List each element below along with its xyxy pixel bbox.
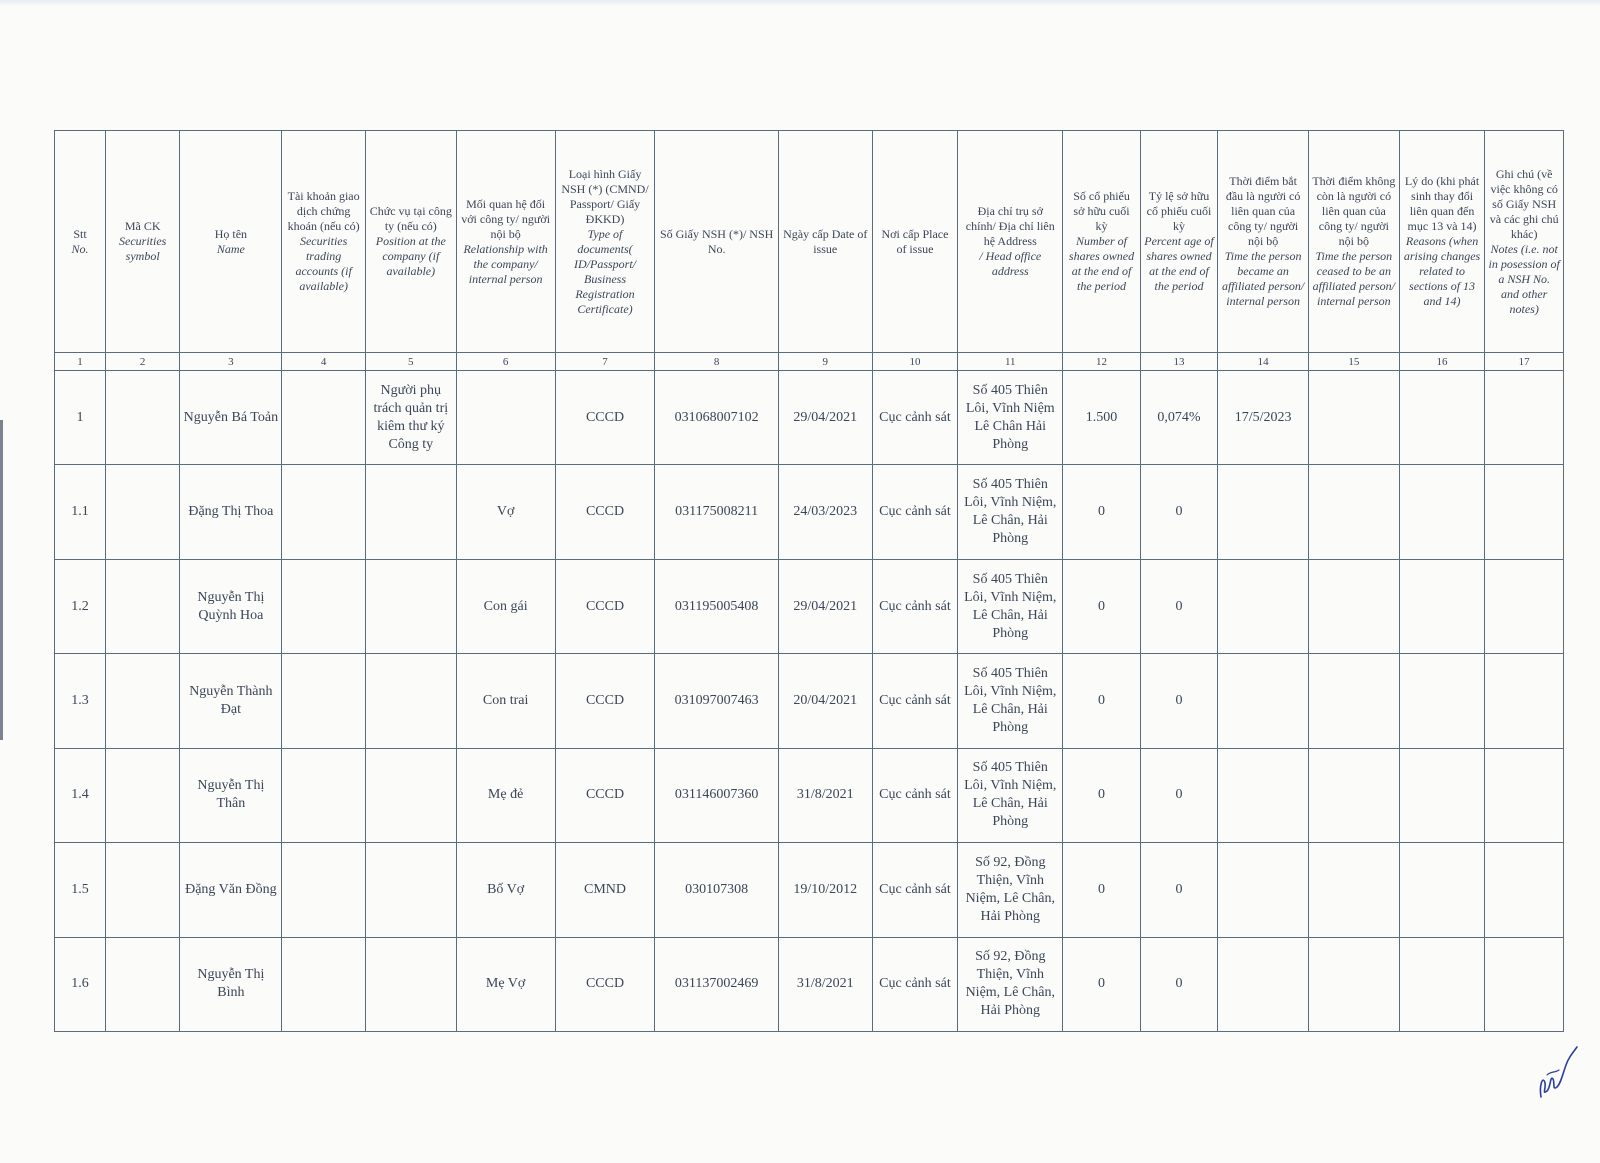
cell-doc-type: CCCD	[555, 371, 655, 465]
column-header-en: Name	[216, 241, 245, 256]
cell-account	[282, 654, 366, 748]
column-header-vi: Mối quan hệ đối với công ty/ người nội bộ	[461, 196, 551, 241]
cell-reason	[1399, 371, 1485, 465]
cell-doc-type: CCCD	[555, 748, 655, 842]
cell-name: Đặng Văn Đồng	[180, 843, 282, 937]
column-header-en: Position at the company (if available)	[375, 234, 446, 278]
column-header-en: Securities symbol	[119, 234, 167, 263]
column-number: 16	[1399, 353, 1485, 371]
cell-address: Số 405 Thiên Lôi, Vĩnh Niệm Lê Chân Hải Phòng	[958, 371, 1063, 465]
cell-end-time	[1308, 559, 1399, 653]
cell-account	[282, 748, 366, 842]
column-header-1	[55, 131, 106, 353]
cell-symbol	[105, 937, 179, 1031]
column-header-en: Time the person ceased to be an affiliated person/ internal person	[1312, 249, 1396, 308]
cell-notes	[1485, 371, 1564, 465]
cell-doc-no: 031146007360	[655, 748, 778, 842]
cell-doc-no: 031097007463	[655, 654, 778, 748]
cell-shares: 0	[1063, 465, 1140, 559]
scan-edge-top	[0, 0, 1600, 6]
cell-percent: 0	[1140, 465, 1217, 559]
cell-notes	[1485, 654, 1564, 748]
column-header-vi: Tỷ lệ sở hữu cổ phiếu cuối kỳ	[1146, 189, 1212, 233]
cell-shares: 0	[1063, 748, 1140, 842]
column-header-vi: Thời điểm không còn là người có liên quan của công ty/ người nội bộ	[1312, 174, 1396, 248]
cell-symbol	[105, 465, 179, 559]
cell-percent: 0	[1140, 654, 1217, 748]
column-header-vi: Thời điểm bắt đầu là người có liên quan của công ty/ người nội bộ	[1225, 174, 1301, 248]
cell-issue-place: Cục cảnh sát	[872, 371, 958, 465]
cell-stt: 1.3	[55, 654, 106, 748]
cell-issue-date: 19/10/2012	[778, 843, 872, 937]
cell-start-time	[1218, 465, 1309, 559]
column-header-14	[1218, 131, 1309, 353]
column-number: 10	[872, 353, 958, 371]
cell-issue-date: 31/8/2021	[778, 937, 872, 1031]
cell-reason	[1399, 937, 1485, 1031]
table-row	[55, 843, 1564, 937]
cell-symbol	[105, 843, 179, 937]
column-header-en: Relationship with the company/ internal person	[463, 241, 548, 286]
table-row	[55, 559, 1564, 653]
cell-doc-no: 031175008211	[655, 465, 778, 559]
cell-position	[365, 654, 456, 748]
column-header-vi: Họ tên	[214, 226, 248, 241]
column-header-vi: Địa chỉ trụ sở chính/ Địa chỉ liên hệ Address	[965, 204, 1055, 248]
column-header-en: Percent age of shares owned at the end of the period	[1144, 234, 1214, 293]
cell-stt: 1.6	[55, 937, 106, 1031]
cell-issue-place: Cục cảnh sát	[872, 559, 958, 653]
column-header-2	[105, 131, 179, 353]
column-header-13	[1140, 131, 1217, 353]
cell-stt: 1.2	[55, 559, 106, 653]
cell-notes	[1485, 465, 1564, 559]
cell-position	[365, 937, 456, 1031]
column-header-4	[282, 131, 366, 353]
cell-stt: 1.4	[55, 748, 106, 842]
cell-start-time	[1218, 559, 1309, 653]
cell-stt: 1	[55, 371, 106, 465]
column-number: 15	[1308, 353, 1399, 371]
table-body	[55, 371, 1564, 1032]
cell-position	[365, 465, 456, 559]
column-header-en: Time the person became an affiliated person/ internal person	[1221, 249, 1305, 308]
column-number: 1	[55, 353, 106, 371]
cell-shares: 0	[1063, 937, 1140, 1031]
column-number: 2	[105, 353, 179, 371]
cell-address: Số 405 Thiên Lôi, Vĩnh Niệm, Lê Chân, Hải Phòng	[958, 559, 1063, 653]
cell-doc-no: 031137002469	[655, 937, 778, 1031]
table-row	[55, 748, 1564, 842]
table-row	[55, 465, 1564, 559]
column-header-5	[365, 131, 456, 353]
cell-position	[365, 843, 456, 937]
column-number: 14	[1218, 353, 1309, 371]
column-header-8	[655, 131, 778, 353]
column-header-vi: Loại hình Giấy NSH (*) (CMND/ Passport/ Giấy ĐKKD)	[561, 166, 649, 226]
cell-reason	[1399, 559, 1485, 653]
cell-issue-place: Cục cảnh sát	[872, 937, 958, 1031]
cell-start-time	[1218, 843, 1309, 937]
column-header-17	[1485, 131, 1564, 353]
column-header-en: Notes (i.e. not in posession of a NSH No. and other notes)	[1488, 241, 1560, 316]
column-number: 17	[1485, 353, 1564, 371]
cell-end-time	[1308, 654, 1399, 748]
cell-notes	[1485, 748, 1564, 842]
cell-percent: 0	[1140, 748, 1217, 842]
column-header-7	[555, 131, 655, 353]
column-header-vi: Số Giấy NSH (*)/ NSH No.	[659, 226, 774, 256]
cell-address: Số 405 Thiên Lôi, Vĩnh Niệm, Lê Chân, Hải Phòng	[958, 465, 1063, 559]
column-number: 6	[456, 353, 555, 371]
cell-issue-date: 29/04/2021	[778, 559, 872, 653]
cell-name: Nguyễn Bá Toản	[180, 371, 282, 465]
table-row	[55, 937, 1564, 1031]
column-number: 7	[555, 353, 655, 371]
related-persons-table	[54, 130, 1564, 1032]
column-header-en: / Head office address	[979, 249, 1042, 278]
cell-doc-type: CMND	[555, 843, 655, 937]
column-header-vi: Ngày cấp Date of issue	[783, 226, 868, 256]
cell-name: Đặng Thị Thoa	[180, 465, 282, 559]
column-header-vi: Mã CK	[124, 219, 161, 233]
column-number: 13	[1140, 353, 1217, 371]
column-header-12	[1063, 131, 1140, 353]
cell-issue-date: 24/03/2023	[778, 465, 872, 559]
scan-edge-left	[0, 420, 3, 740]
column-header-11	[958, 131, 1063, 353]
cell-reason	[1399, 654, 1485, 748]
column-number: 3	[180, 353, 282, 371]
column-header-15	[1308, 131, 1399, 353]
cell-shares: 0	[1063, 654, 1140, 748]
cell-address: Số 405 Thiên Lôi, Vĩnh Niệm, Lê Chân, Hải Phòng	[958, 748, 1063, 842]
cell-name: Nguyễn Thị Thân	[180, 748, 282, 842]
cell-issue-place: Cục cảnh sát	[872, 654, 958, 748]
column-number: 12	[1063, 353, 1140, 371]
cell-notes	[1485, 843, 1564, 937]
cell-relation	[456, 371, 555, 465]
cell-percent: 0,074%	[1140, 371, 1217, 465]
cell-reason	[1399, 843, 1485, 937]
cell-account	[282, 559, 366, 653]
cell-doc-no: 031195005408	[655, 559, 778, 653]
column-header-en: No.	[71, 241, 89, 256]
cell-position: Người phụ trách quản trị kiêm thư ký Công ty	[365, 371, 456, 465]
column-number: 9	[778, 353, 872, 371]
cell-reason	[1399, 465, 1485, 559]
cell-name: Nguyễn Thành Đạt	[180, 654, 282, 748]
cell-symbol	[105, 748, 179, 842]
cell-position	[365, 748, 456, 842]
cell-symbol	[105, 654, 179, 748]
cell-shares: 0	[1063, 843, 1140, 937]
cell-reason	[1399, 748, 1485, 842]
column-header-en: Number of shares owned at the end of the period	[1068, 234, 1135, 293]
column-header-en: Securities trading accounts (if available)	[295, 234, 352, 293]
cell-start-time	[1218, 748, 1309, 842]
column-header-10	[872, 131, 958, 353]
column-header-vi: Chức vụ tại công ty (nếu có)	[369, 204, 452, 233]
cell-start-time	[1218, 937, 1309, 1031]
cell-percent: 0	[1140, 559, 1217, 653]
column-header-vi: Ghi chú (về việc không có số Giấy NSH và các ghi chú khác)	[1489, 166, 1559, 241]
column-header-vi: Tài khoản giao dịch chứng khoán (nếu có)	[287, 189, 360, 233]
column-header-3	[180, 131, 282, 353]
table-row	[55, 371, 1564, 465]
table-row	[55, 654, 1564, 748]
cell-relation: Con gái	[456, 559, 555, 653]
cell-stt: 1.1	[55, 465, 106, 559]
header-row	[55, 131, 1564, 353]
cell-address: Số 92, Đồng Thiện, Vĩnh Niệm, Lê Chân, Hải Phòng	[958, 937, 1063, 1031]
cell-issue-place: Cục cảnh sát	[872, 748, 958, 842]
cell-end-time	[1308, 843, 1399, 937]
column-header-en: Type of documents( ID/Passport/ Business Registration Certificate)	[574, 226, 637, 316]
cell-name: Nguyễn Thị Quỳnh Hoa	[180, 559, 282, 653]
cell-doc-type: CCCD	[555, 465, 655, 559]
cell-relation: Con trai	[456, 654, 555, 748]
cell-account	[282, 843, 366, 937]
cell-account	[282, 371, 366, 465]
cell-notes	[1485, 559, 1564, 653]
cell-percent: 0	[1140, 937, 1217, 1031]
cell-start-time	[1218, 654, 1309, 748]
column-number: 8	[655, 353, 778, 371]
cell-account	[282, 937, 366, 1031]
cell-issue-date: 31/8/2021	[778, 748, 872, 842]
cell-doc-type: CCCD	[555, 654, 655, 748]
column-header-16	[1399, 131, 1485, 353]
signature-icon	[1533, 1045, 1583, 1105]
column-number: 11	[958, 353, 1063, 371]
column-header-vi: Số cổ phiếu sở hữu cuối kỳ	[1073, 189, 1130, 233]
cell-shares: 0	[1063, 559, 1140, 653]
cell-doc-no: 031068007102	[655, 371, 778, 465]
cell-end-time	[1308, 465, 1399, 559]
cell-shares: 1.500	[1063, 371, 1140, 465]
cell-end-time	[1308, 748, 1399, 842]
cell-address: Số 405 Thiên Lôi, Vĩnh Niệm, Lê Chân, Hải Phòng	[958, 654, 1063, 748]
cell-issue-date: 20/04/2021	[778, 654, 872, 748]
cell-percent: 0	[1140, 843, 1217, 937]
cell-doc-no: 030107308	[655, 843, 778, 937]
cell-relation: Bố Vợ	[456, 843, 555, 937]
cell-issue-place: Cục cảnh sát	[872, 465, 958, 559]
cell-doc-type: CCCD	[555, 937, 655, 1031]
column-header-vi: Lý do (khi phát sinh thay đổi liên quan đến mục 13 và 14)	[1404, 174, 1480, 233]
cell-issue-date: 29/04/2021	[778, 371, 872, 465]
column-number: 5	[365, 353, 456, 371]
cell-relation: Mẹ đẻ	[456, 748, 555, 842]
column-header-9	[778, 131, 872, 353]
cell-stt: 1.5	[55, 843, 106, 937]
cell-relation: Vợ	[456, 465, 555, 559]
cell-address: Số 92, Đồng Thiện, Vĩnh Niệm, Lê Chân, Hải Phòng	[958, 843, 1063, 937]
cell-symbol	[105, 371, 179, 465]
cell-account	[282, 465, 366, 559]
cell-end-time	[1308, 937, 1399, 1031]
column-header-vi: Nơi cấp Place of issue	[881, 226, 949, 256]
cell-issue-place: Cục cảnh sát	[872, 843, 958, 937]
cell-end-time	[1308, 371, 1399, 465]
column-header-6	[456, 131, 555, 353]
cell-symbol	[105, 559, 179, 653]
cell-doc-type: CCCD	[555, 559, 655, 653]
cell-position	[365, 559, 456, 653]
cell-name: Nguyễn Thị Bình	[180, 937, 282, 1031]
column-header-vi: Stt	[73, 226, 87, 241]
cell-relation: Mẹ Vợ	[456, 937, 555, 1031]
column-header-en: Reasons (when arising changes related to sections of 13 and 14)	[1403, 234, 1481, 308]
column-number: 4	[282, 353, 366, 371]
cell-start-time: 17/5/2023	[1218, 371, 1309, 465]
column-number-row	[55, 353, 1564, 371]
cell-notes	[1485, 937, 1564, 1031]
